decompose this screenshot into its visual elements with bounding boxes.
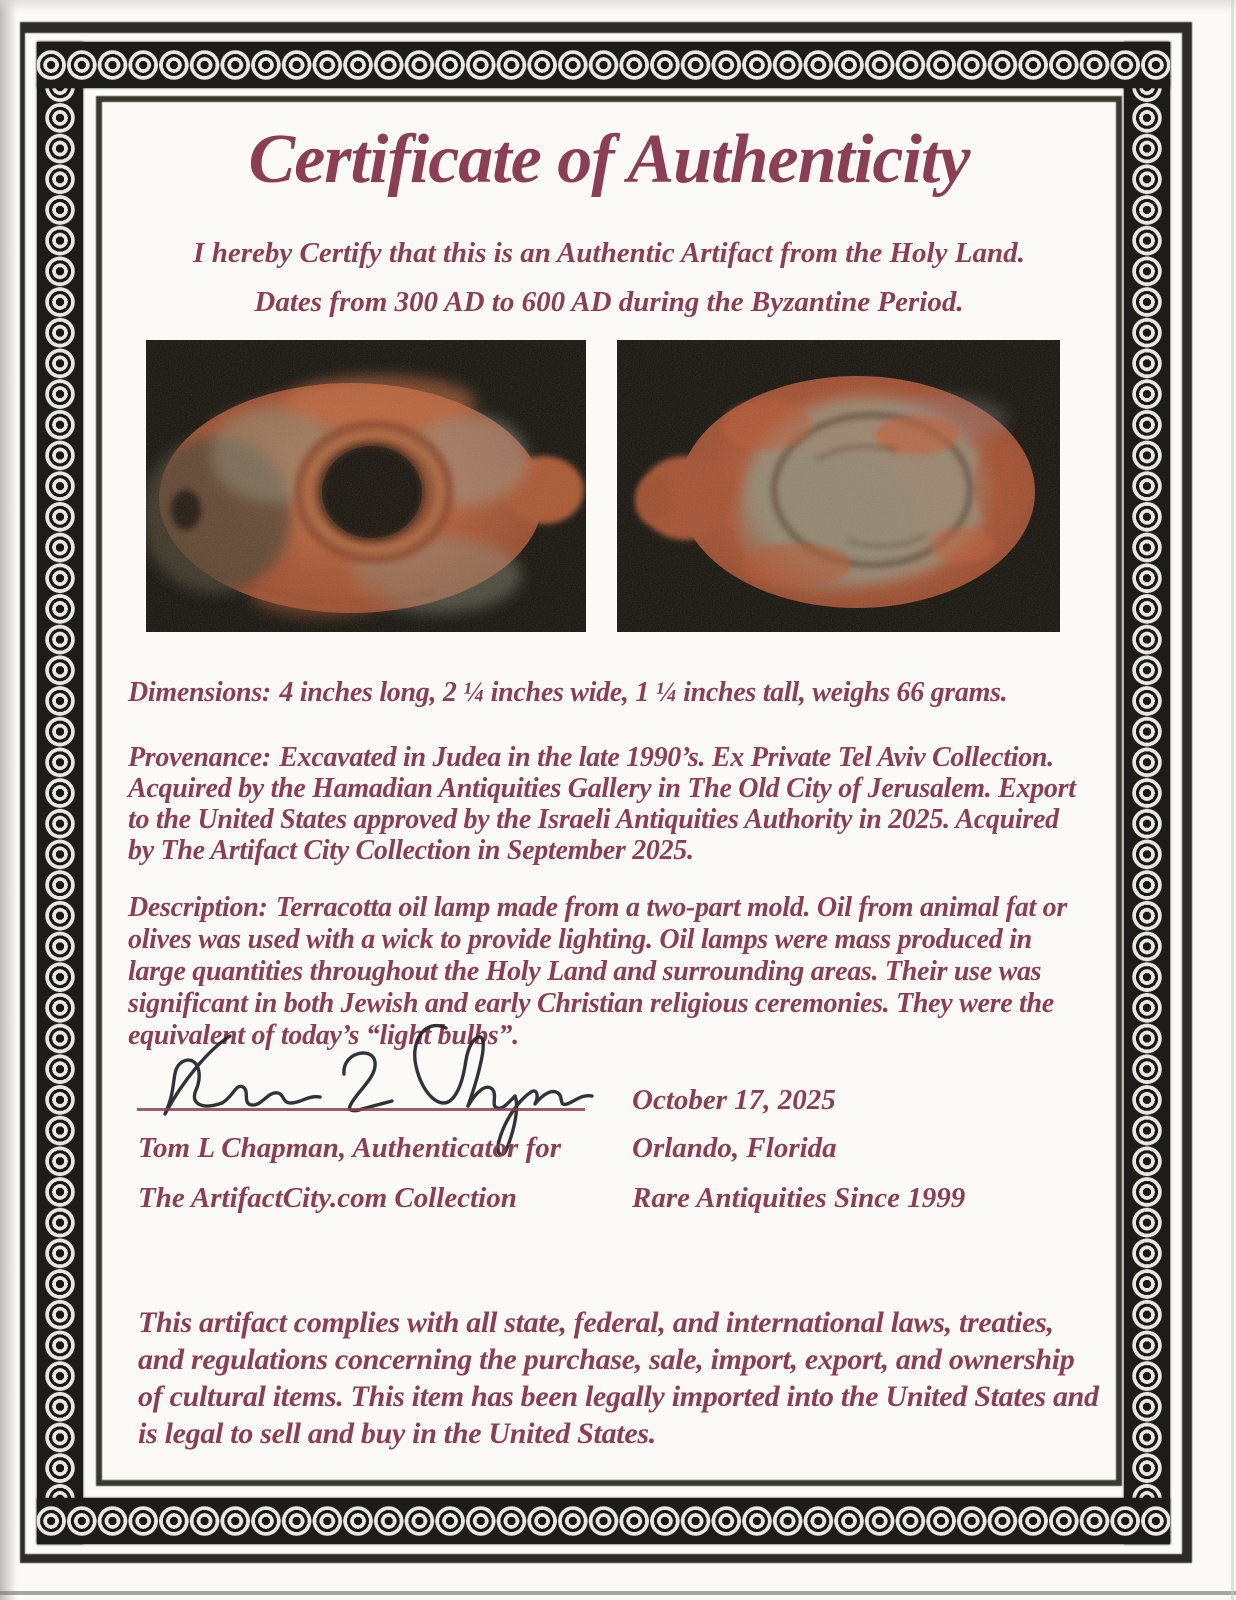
oil-lamp-bottom-view-illustration [617,340,1060,632]
scan-shadow-top [0,0,1236,12]
oil-lamp-bottom-view-photo [617,340,1060,632]
circle-motif-border-top [37,42,1170,88]
description-text: Terracotta oil lamp made from a two-part mold. Oil from animal fat or olives was used with a wick to provide lighting. Oil lamps were mass produced in large quantities throughout the Holy Land and surrounding areas. Their use was significant in both Jewish and early Christian religious ceremonies. They were the equivalent of today’s “light bulbs”. [128,892,1067,1051]
certificate-date: October 17, 2025 [632,1084,836,1116]
company-tagline: Rare Antiquities Since 1999 [632,1182,966,1214]
scan-shadow-left [0,0,17,1600]
provenance-paragraph [128,742,1076,866]
authenticator-name: Tom L Chapman, Authenticator for [138,1132,562,1164]
provenance-text: Excavated in Judea in the late 1990’s. Ex Private Tel Aviv Collection. Acquired by the Hamadian Antiquities Gallery in The Old City of Jerusalem. Export to the United States approved by the Israeli Antiquities Authority in 2025. Acquired by The Artifact City Collection in September 2025. [128,742,1076,866]
legal-compliance-paragraph: This artifact complies with all state, federal, and international laws, treaties, and regulations concerning the purchase, sale, import, export, and ownership of cultural items. This item has been legally imported into the United States and is legal to sell and buy in the United States. [138,1306,1099,1450]
dimensions-label: Dimensions: [128,677,271,708]
oil-lamp-top-view-photo [146,340,586,632]
certificate-title: Certificate of Authenticity [248,121,970,198]
circle-motif-border-left [37,42,83,1544]
signature-line [137,1108,585,1111]
certify-statement: I hereby Certify that this is an Authentic Artifact from the Holy Land. [193,237,1025,269]
circle-motif-border-right [1124,42,1170,1544]
oil-lamp-top-view-illustration [146,340,586,632]
collection-name: The ArtifactCity.com Collection [138,1182,517,1214]
scan-edge-right [1231,0,1234,1600]
provenance-label: Provenance: [128,742,271,773]
circle-motif-border-bottom [37,1498,1170,1544]
scan-edge-bottom [0,1591,1236,1595]
description-label: Description: [128,892,268,923]
dimensions-text: 4 inches long, 2 ¼ inches wide, 1 ¼ inches tall, weighs 66 grams. [279,677,1008,708]
dating-statement: Dates from 300 AD to 600 AD during the Byzantine Period. [254,286,964,318]
dimensions-paragraph [128,677,1120,709]
certificate-location: Orlando, Florida [632,1132,837,1164]
